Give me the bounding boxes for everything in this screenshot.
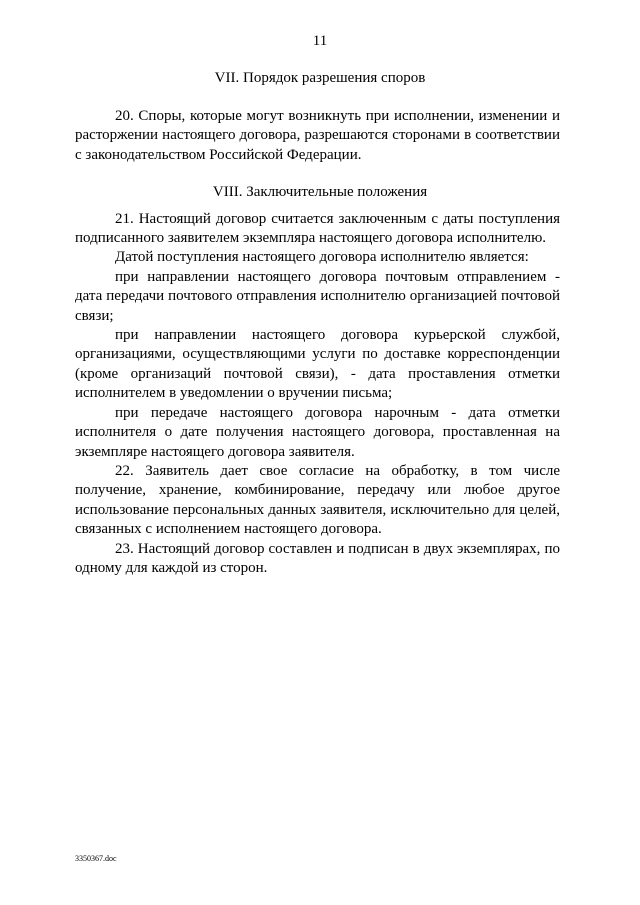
paragraph-21: 21. Настоящий договор считается заключенным с даты поступления подписанного заявителем экземпляра настоящего договора исполнителю.	[75, 211, 560, 247]
section-heading-viii: VIII. Заключительные положения	[212, 184, 428, 200]
page-number: 11	[312, 33, 328, 49]
paragraph-22: 22. Заявитель дает свое согласие на обработку, в том числе получение, хранение, комбинирование, передачу или любое другое использование персональных данных заявителя, исключительно для целей, связанных с исполнением настоящего договора.	[75, 463, 560, 538]
paragraph-23: 23. Настоящий договор составлен и подписан в двух экземплярах, по одному для каждой из сторон.	[75, 541, 560, 577]
section-heading-vii: VII. Порядок разрешения споров	[214, 70, 426, 86]
paragraph-receipt-date: Датой поступления настоящего договора исполнителю является:	[115, 249, 529, 265]
footer-filename: 3350367.doc	[75, 854, 117, 863]
paragraph-courier: при направлении настоящего договора курьерской службой, организациями, осуществляющими услуги по доставке корреспонденции (кроме организаций почтовой связи), - дата проставления отметки исполнителем в уведомлении о вручении письма;	[75, 327, 560, 402]
paragraph-20: 20. Споры, которые могут возникнуть при исполнении, изменении и расторжении настоящего договора, разрешаются сторонами в соответствии с законодательством Российской Федерации.	[75, 108, 560, 163]
paragraph-postal: при направлении настоящего договора почтовым отправлением - дата передачи почтового отправления исполнителю организацией почтовой связи;	[75, 269, 560, 324]
paragraph-hand-delivery: при передаче настоящего договора нарочным - дата отметки исполнителя о дате получения настоящего договора, проставленная на экземпляре настоящего договора заявителя.	[75, 405, 560, 460]
